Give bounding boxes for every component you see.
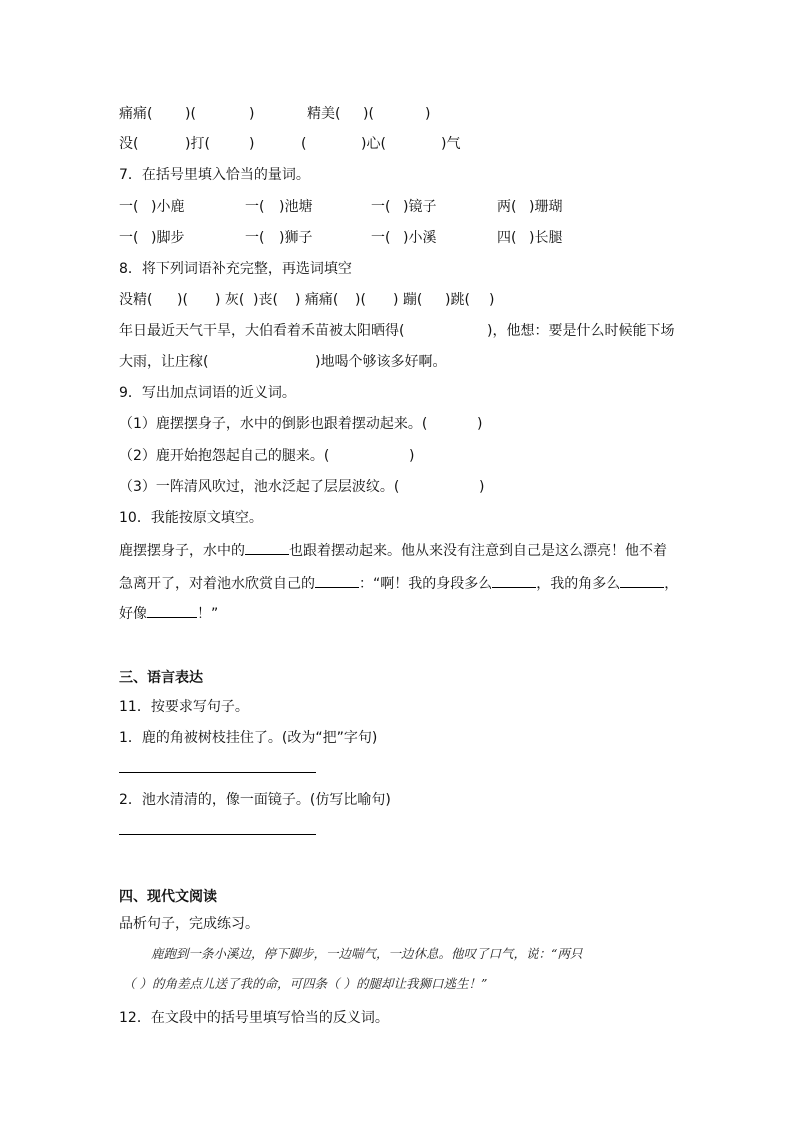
reading-passage-line-1: 鹿跑到一条小溪边，停下脚步，一边喘气，一边休息。他叹了口气，说：“两只 bbox=[151, 946, 583, 961]
measure-word-row-2: 一( )脚步 一( )狮子 一( )小溪 四( )长腿 bbox=[119, 230, 563, 246]
idiom-row: 没精( )( ) 灰( )丧( ) 痛痛( )( ) 蹦( )跳( ) bbox=[119, 292, 495, 308]
blank-text: 痛痛( bbox=[119, 106, 153, 122]
question-11-1: 1．鹿的角被树枝挂住了。(改为“把”字句) bbox=[119, 730, 378, 746]
fill-sentence-2: 大雨，让庄稼( )地喝个够该多好啊。 bbox=[119, 354, 447, 370]
blank-text: )( bbox=[363, 106, 374, 122]
question-12: 12．在文段中的括号里填写恰当的反义词。 bbox=[119, 1010, 389, 1026]
blank-text: )心( bbox=[361, 136, 386, 152]
answer-blank bbox=[315, 573, 359, 588]
blank-text: ) bbox=[249, 136, 255, 152]
answer-line bbox=[119, 834, 316, 835]
question-7: 7．在括号里填入恰当的量词。 bbox=[119, 167, 310, 183]
word-row-1 bbox=[119, 104, 430, 124]
answer-line bbox=[119, 772, 316, 773]
answer-blank bbox=[245, 540, 289, 555]
blank-text: ) bbox=[249, 106, 255, 122]
blank-text: ( bbox=[301, 136, 307, 152]
measure-word-row-1: 一( )小鹿 一( )池塘 一( )镜子 两( )珊瑚 bbox=[119, 199, 563, 215]
passage-10-line-3: 好像 ！” bbox=[119, 603, 218, 624]
blank-text: )打( bbox=[185, 136, 210, 152]
answer-blank bbox=[147, 603, 197, 618]
question-9-2: （2）鹿开始抱怨起自己的腿来。( ) bbox=[119, 448, 415, 464]
question-9-1: （1）鹿摆摆身子，水中的倒影也跟着摆动起来。( ) bbox=[119, 416, 483, 432]
question-9: 9．写出加点词语的近义词。 bbox=[119, 385, 296, 401]
passage-10-line-2: 急离开了，对着池水欣赏自己的 ：“啊！我的身段多么 ，我的角多么 ， bbox=[119, 573, 678, 594]
question-11-2: 2．池水清清的，像一面镜子。(仿写比喻句) bbox=[119, 792, 391, 808]
word-row-2 bbox=[119, 134, 460, 154]
reading-passage-line-2: （ ）的角差点儿送了我的命，可四条（ ）的腿却让我狮口逃生！” bbox=[123, 976, 488, 991]
answer-blank bbox=[620, 573, 664, 588]
blank-text: 精美( bbox=[307, 106, 341, 122]
fill-sentence-1: 年日最近天气干旱，大伯看着禾苗被太阳晒得( )，他想：要是什么时候能下场 bbox=[119, 323, 675, 339]
blank-text: )( bbox=[185, 106, 196, 122]
blank-text: ) bbox=[425, 106, 431, 122]
answer-blank bbox=[492, 573, 536, 588]
blank-text: 没( bbox=[119, 136, 139, 152]
blank-text: )气 bbox=[441, 136, 461, 152]
reading-intro: 品析句子，完成练习。 bbox=[119, 916, 259, 932]
section-4-heading: 四、现代文阅读 bbox=[119, 889, 217, 905]
question-9-3: （3）一阵清风吹过，池水泛起了层层波纹。( ) bbox=[119, 479, 485, 495]
section-3-heading: 三、语言表达 bbox=[119, 670, 203, 686]
passage-10-line-1: 鹿摆摆身子，水中的 也跟着摆动起来。他从来没有注意到自己是这么漂亮！他不着 bbox=[119, 540, 667, 561]
question-10: 10．我能按原文填空。 bbox=[119, 510, 263, 526]
question-8: 8．将下列词语补充完整，再选词填空 bbox=[119, 261, 352, 277]
question-11: 11．按要求写句子。 bbox=[119, 699, 249, 715]
